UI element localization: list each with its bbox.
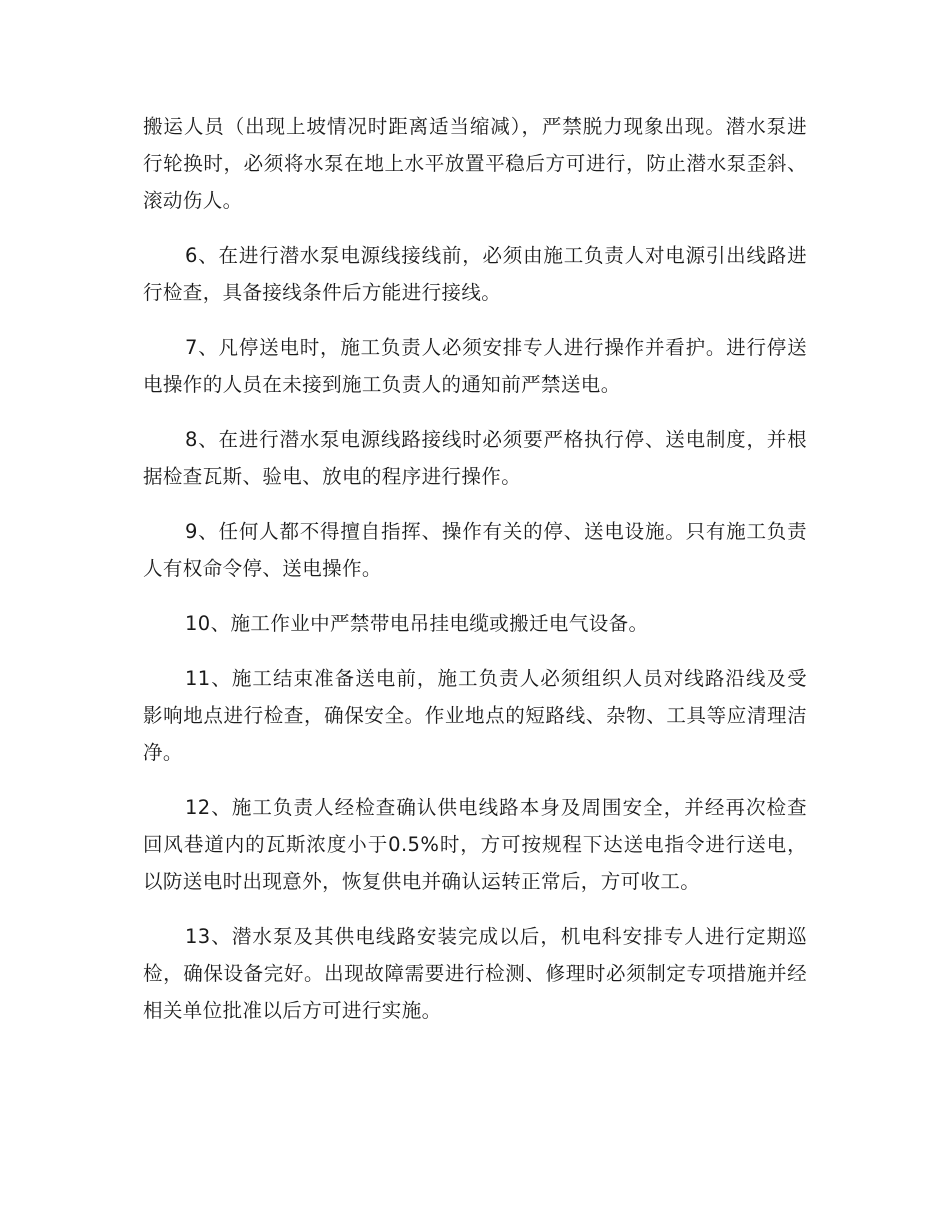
paragraph-item-7: 7、凡停送电时，施工负责人必须安排专人进行操作并看护。进行停送电操作的人员在未接到施工负责人的通知前严禁送电。 <box>143 336 807 396</box>
paragraph-item-6: 6、在进行潜水泵电源线接线前，必须由施工负责人对电源引出线路进行检查，具备接线条件后方能进行接线。 <box>143 244 807 304</box>
paragraph-item-13: 13、潜水泵及其供电线路安装完成以后，机电科安排专人进行定期巡检，确保设备完好。出现故障需要进行检测、修理时必须制定专项措施并经相关单位批准以后方可进行实施。 <box>143 925 807 1022</box>
paragraph-item-10: 10、施工作业中严禁带电吊挂电缆或搬迁电气设备。 <box>185 612 649 635</box>
paragraph-item-11: 11、施工结束准备送电前，施工负责人必须组织人员对线路沿线及受影响地点进行检查，确保安全。作业地点的短路线、杂物、工具等应清理洁净。 <box>143 667 807 764</box>
paragraph-item-9: 9、任何人都不得擅自指挥、操作有关的停、送电设施。只有施工负责人有权命令停、送电操作。 <box>143 520 807 580</box>
paragraph-item-12: 12、施工负责人经检查确认供电线路本身及周围安全，并经再次检查回风巷道内的瓦斯浓度小于0.5%时，方可按规程下达送电指令进行送电，以防送电时出现意外，恢复供电并确认运转正常后，方可收工。 <box>143 796 807 893</box>
paragraph-continuation: 搬运人员（出现上坡情况时距离适当缩减），严禁脱力现象出现。潜水泵进行轮换时，必须将水泵在地上水平放置平稳后方可进行，防止潜水泵歪斜、滚动伤人。 <box>143 115 807 212</box>
paragraph-item-8: 8、在进行潜水泵电源线路接线时必须要严格执行停、送电制度，并根据检查瓦斯、验电、放电的程序进行操作。 <box>143 428 807 488</box>
document-body <box>143 108 807 1047</box>
